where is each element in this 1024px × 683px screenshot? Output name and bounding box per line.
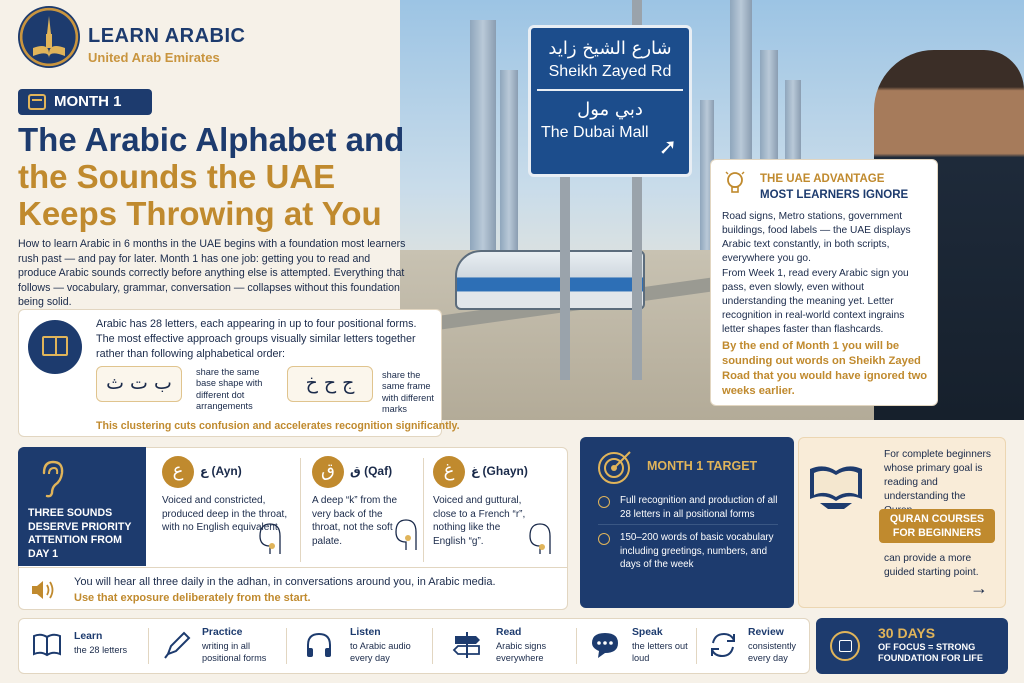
calendar-icon [28, 94, 46, 110]
signpost-icon [452, 630, 482, 660]
quran-courses-button[interactable]: QURAN COURSES FOR BEGINNERS [879, 509, 995, 543]
letter-group-1-note: share the same base shape with different dot arrangements [196, 367, 263, 412]
check-circle-icon [598, 533, 610, 545]
quran-card-after-text: can provide a more guided starting point. [884, 553, 979, 578]
check-circle-icon [598, 496, 610, 508]
headline-line-2: the Sounds the UAE [18, 158, 336, 195]
step-speak-title: Speak [632, 627, 663, 638]
ghayn-letter-name: غ (Ghayn) [471, 464, 528, 478]
uae-advantage-title: THE UAE ADVANTAGE [760, 173, 885, 185]
divider [148, 628, 149, 664]
thirty-days-subtitle: OF FOCUS = STRONG FOUNDATION FOR LIFE [878, 642, 983, 664]
divider [18, 567, 568, 568]
uae-advantage-highlight: By the end of Month 1 you will be sounding out words on Sheikh Zayed Road that you would have ignored two weeks earlier. [722, 340, 928, 397]
divider [423, 458, 424, 562]
divider [576, 628, 577, 664]
step-speak-subtitle: the letters out loud [632, 641, 688, 663]
step-read-title: Read [496, 627, 522, 638]
throat-profile-icon [522, 520, 552, 556]
alphabet-text: Arabic has 28 letters, each appearing in up to four positional forms. The most effective approach groups visually similar letters together rather than following alphabetical order: [96, 318, 417, 360]
road-sign [528, 25, 692, 177]
speaker-icon [30, 578, 56, 602]
book-icon [28, 320, 82, 374]
sign-english-1: Sheikh Zayed Rd [548, 63, 672, 80]
divider [286, 628, 287, 664]
logo-subtitle: United Arab Emirates [88, 50, 220, 65]
letter-group-2: ج ح خ [287, 366, 373, 402]
target-item: 150–200 words of basic vocabulary including greetings, numbers, and days of the week [620, 532, 774, 571]
lightbulb-icon [724, 170, 746, 196]
ghayn-description: Voiced and guttural, close to a French “r”, nothing like the English “g”. [433, 495, 526, 547]
headphones-icon [304, 630, 334, 660]
quran-book-icon [806, 459, 866, 511]
sign-pole [560, 150, 570, 380]
quran-card-text: For complete beginners whose primary goal is reading and understanding the [884, 449, 992, 502]
logo-title: LEARN ARABIC [88, 25, 246, 47]
three-sounds-title: THREE SOUNDS DESERVE PRIORITY ATTENTION FROM DAY 1 [28, 507, 132, 560]
month-target-title: MONTH 1 TARGET [647, 459, 758, 473]
headline-line-1: The Arabic Alphabet and [18, 121, 405, 158]
ayn-description: Voiced and constricted, produced deep in the throat, with no English equivalent. [162, 495, 288, 534]
speech-bubble-icon [590, 630, 620, 660]
step-practice-title: Practice [202, 627, 243, 638]
uae-advantage-paragraph-1: Road signs, Metro stations, government buildings, food labels — the UAE displays Arabic text constantly, in both scripts, everywhere you go. [722, 211, 911, 264]
sounds-footer-highlight: Use that exposure deliberately from the start. [74, 592, 311, 604]
target-item: Full recognition and production of all 28 letters in all positional forms [620, 495, 778, 520]
ghayn-letter-badge: غ [433, 456, 465, 488]
logo-emblem-icon [18, 6, 80, 68]
metro-train [455, 250, 645, 310]
step-review-title: Review [748, 627, 784, 638]
qaf-description: A deep “k” from the very back of the throat, not the soft palate. [312, 495, 398, 547]
step-listen-subtitle: to Arabic audio every day [350, 641, 411, 663]
step-learn-subtitle: the 28 letters [74, 645, 128, 655]
calendar-icon [830, 631, 860, 661]
divider [432, 628, 433, 664]
step-review-subtitle: consistently every day [748, 641, 797, 663]
divider [300, 458, 301, 562]
sign-arabic-1: شارع الشيخ زايد [548, 38, 672, 59]
open-book-icon [32, 630, 62, 660]
headline-line-3: Keeps Throwing at You [18, 195, 382, 232]
sign-english-2: The Dubai Mall [541, 124, 649, 141]
sign-divider [537, 89, 683, 91]
letter-group-1: ب ت ث [96, 366, 182, 402]
skyscraper [500, 70, 518, 250]
sign-arabic-2: دبي مول [577, 99, 643, 120]
uae-advantage-paragraph-2: From Week 1, read every Arabic sign you pass, even slowly, even without understanding the meaning yet. Letter recognition in real-world context ingrains letter shapes faster than flashcards. [722, 268, 909, 335]
throat-profile-icon [388, 516, 418, 552]
sounds-footer-text: You will hear all three daily in the adhan, in conversations around you, in Arabic media. [74, 576, 496, 588]
letter-group-2-note: share the same frame with different marks [382, 370, 434, 415]
skyscraper [470, 20, 496, 250]
qaf-letter-badge: ق [312, 456, 344, 488]
throat-profile-icon [252, 520, 282, 556]
divider [696, 628, 697, 664]
arrow-right-icon[interactable]: → [970, 578, 988, 598]
divider [598, 524, 778, 525]
intro-paragraph: How to learn Arabic in 6 months in the UAE begins with a foundation most learners rush past — and pay for later. Month 1 has one job: getting you to read and produce Arabic sounds correctly before anything else is attempted. Everything that follows — vocabulary, grammar, conversation — collapses without this foundation being solid. [18, 238, 406, 309]
step-read-subtitle: Arabic signs everywhere [496, 641, 547, 663]
step-listen-title: Listen [350, 627, 381, 638]
month-badge-label: MONTH 1 [54, 93, 122, 110]
month-badge [18, 89, 152, 115]
sign-arrow-icon: ➚ [658, 134, 677, 159]
step-practice-subtitle: writing in all positional forms [202, 641, 267, 663]
qaf-letter-name: ق (Qaf) [350, 464, 393, 478]
ayn-letter-name: ع (Ayn) [200, 464, 242, 478]
refresh-icon [708, 630, 738, 660]
step-learn-title: Learn [74, 631, 103, 642]
target-icon [596, 448, 634, 486]
thirty-days-title: 30 DAYS [878, 625, 936, 641]
uae-advantage-subtitle: MOST LEARNERS IGNORE [760, 189, 909, 201]
clustering-highlight: This clustering cuts confusion and accelerates recognition significantly. [96, 420, 460, 432]
ear-icon [36, 459, 66, 499]
pen-icon [162, 630, 192, 660]
ayn-letter-badge: ع [162, 456, 194, 488]
